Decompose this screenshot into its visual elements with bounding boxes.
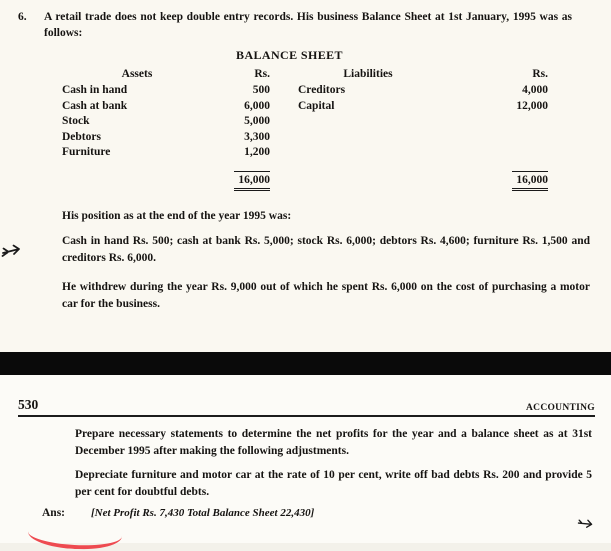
column-spacer: [270, 145, 298, 161]
balance-sheet-header-row: [62, 68, 548, 80]
question-intro-row: [0, 9, 611, 41]
liability-label: Capital: [298, 99, 335, 112]
answer-row: [0, 507, 611, 519]
liabilities-total: 16,000: [512, 171, 548, 191]
rs-right-column-header: Rs.: [532, 68, 548, 80]
column-spacer: [270, 130, 298, 146]
liability-label: [298, 145, 438, 161]
liabilities-total-cell: [438, 171, 548, 191]
asset-amount: 3,300: [244, 130, 270, 143]
liability-amount: [438, 130, 548, 146]
instruction-paragraph: Prepare necessary statements to determine the net profits for the year and a balance sheet as at 31st December 1995 after making the following adjustments.: [75, 428, 592, 457]
question-number: 6.: [18, 11, 27, 23]
asset-amount: 6,000: [244, 99, 270, 112]
column-spacer: [270, 114, 298, 130]
asset-amount: 5,000: [244, 115, 270, 127]
asset-label: Debtors: [62, 130, 101, 143]
liability-label: [298, 114, 438, 130]
column-spacer: [270, 99, 298, 115]
running-head: ACCOUNTING: [526, 403, 595, 413]
withdrawal-statement: He withdrew during the year Rs. 9,000 out of which he spent Rs. 6,000 on the cost of purchasing a motor car for the business.: [62, 281, 590, 310]
liability-label: Creditors: [298, 84, 346, 96]
assets-total-cell: [212, 171, 270, 191]
page-number: 530: [18, 397, 39, 412]
assets-column-header: Assets: [121, 68, 153, 80]
totals-spacer: [298, 171, 438, 191]
totals-row: [62, 171, 548, 191]
page-break-bar: [0, 352, 611, 375]
answer-label: Ans:: [42, 507, 66, 519]
liabilities-column-header: Liabilities: [343, 68, 393, 80]
table-row: [62, 130, 548, 146]
answer-text: [Net Profit Rs. 7,430 Total Balance Sheet 22,430]: [91, 507, 315, 519]
position-statement: His position as at the end of the year 1995 was:: [62, 209, 292, 222]
handwritten-arrow-icon: [1, 243, 25, 264]
table-row: [62, 145, 548, 161]
asset-amount: 1,200: [244, 146, 270, 158]
liability-amount: [438, 145, 548, 161]
rs-left-column-header: Rs.: [254, 68, 270, 80]
liability-label: [298, 130, 438, 146]
totals-spacer: [62, 171, 212, 191]
table-row: [62, 99, 548, 115]
liability-amount: 4,000: [522, 84, 548, 96]
asset-amount: 500: [252, 84, 270, 96]
liability-amount: 12,000: [516, 99, 548, 112]
table-row: [62, 83, 548, 99]
column-spacer: [270, 171, 298, 191]
question-intro-text: A retail trade does not keep double entry records. His business Balance Sheet at 1st January, 1995 was as follows:: [44, 11, 572, 39]
asset-label: Cash in hand: [62, 84, 128, 96]
adjustments-paragraph: Depreciate furniture and motor car at the rate of 10 per cent, write off bad debts Rs. 200 and provide 5 per cent for doubtful debts.: [75, 469, 592, 498]
column-spacer: [270, 83, 298, 99]
asset-label: Stock: [62, 115, 90, 127]
column-spacer: [270, 68, 298, 80]
liability-amount: [438, 114, 548, 130]
next-page-section: [0, 375, 611, 543]
asset-label: Furniture: [62, 146, 111, 158]
balance-sheet-table: [62, 68, 548, 191]
position-details: Cash in hand Rs. 500; cash at bank Rs. 5,000; stock Rs. 6,000; debtors Rs. 4,600; furniture Rs. 1,500 and creditors Rs. 6,000.: [62, 235, 590, 264]
page-header-rule: [18, 397, 595, 417]
table-row: [62, 114, 548, 130]
balance-sheet-title: BALANCE SHEET: [236, 48, 343, 62]
assets-total: 16,000: [234, 171, 270, 191]
asset-label: Cash at bank: [62, 99, 128, 112]
